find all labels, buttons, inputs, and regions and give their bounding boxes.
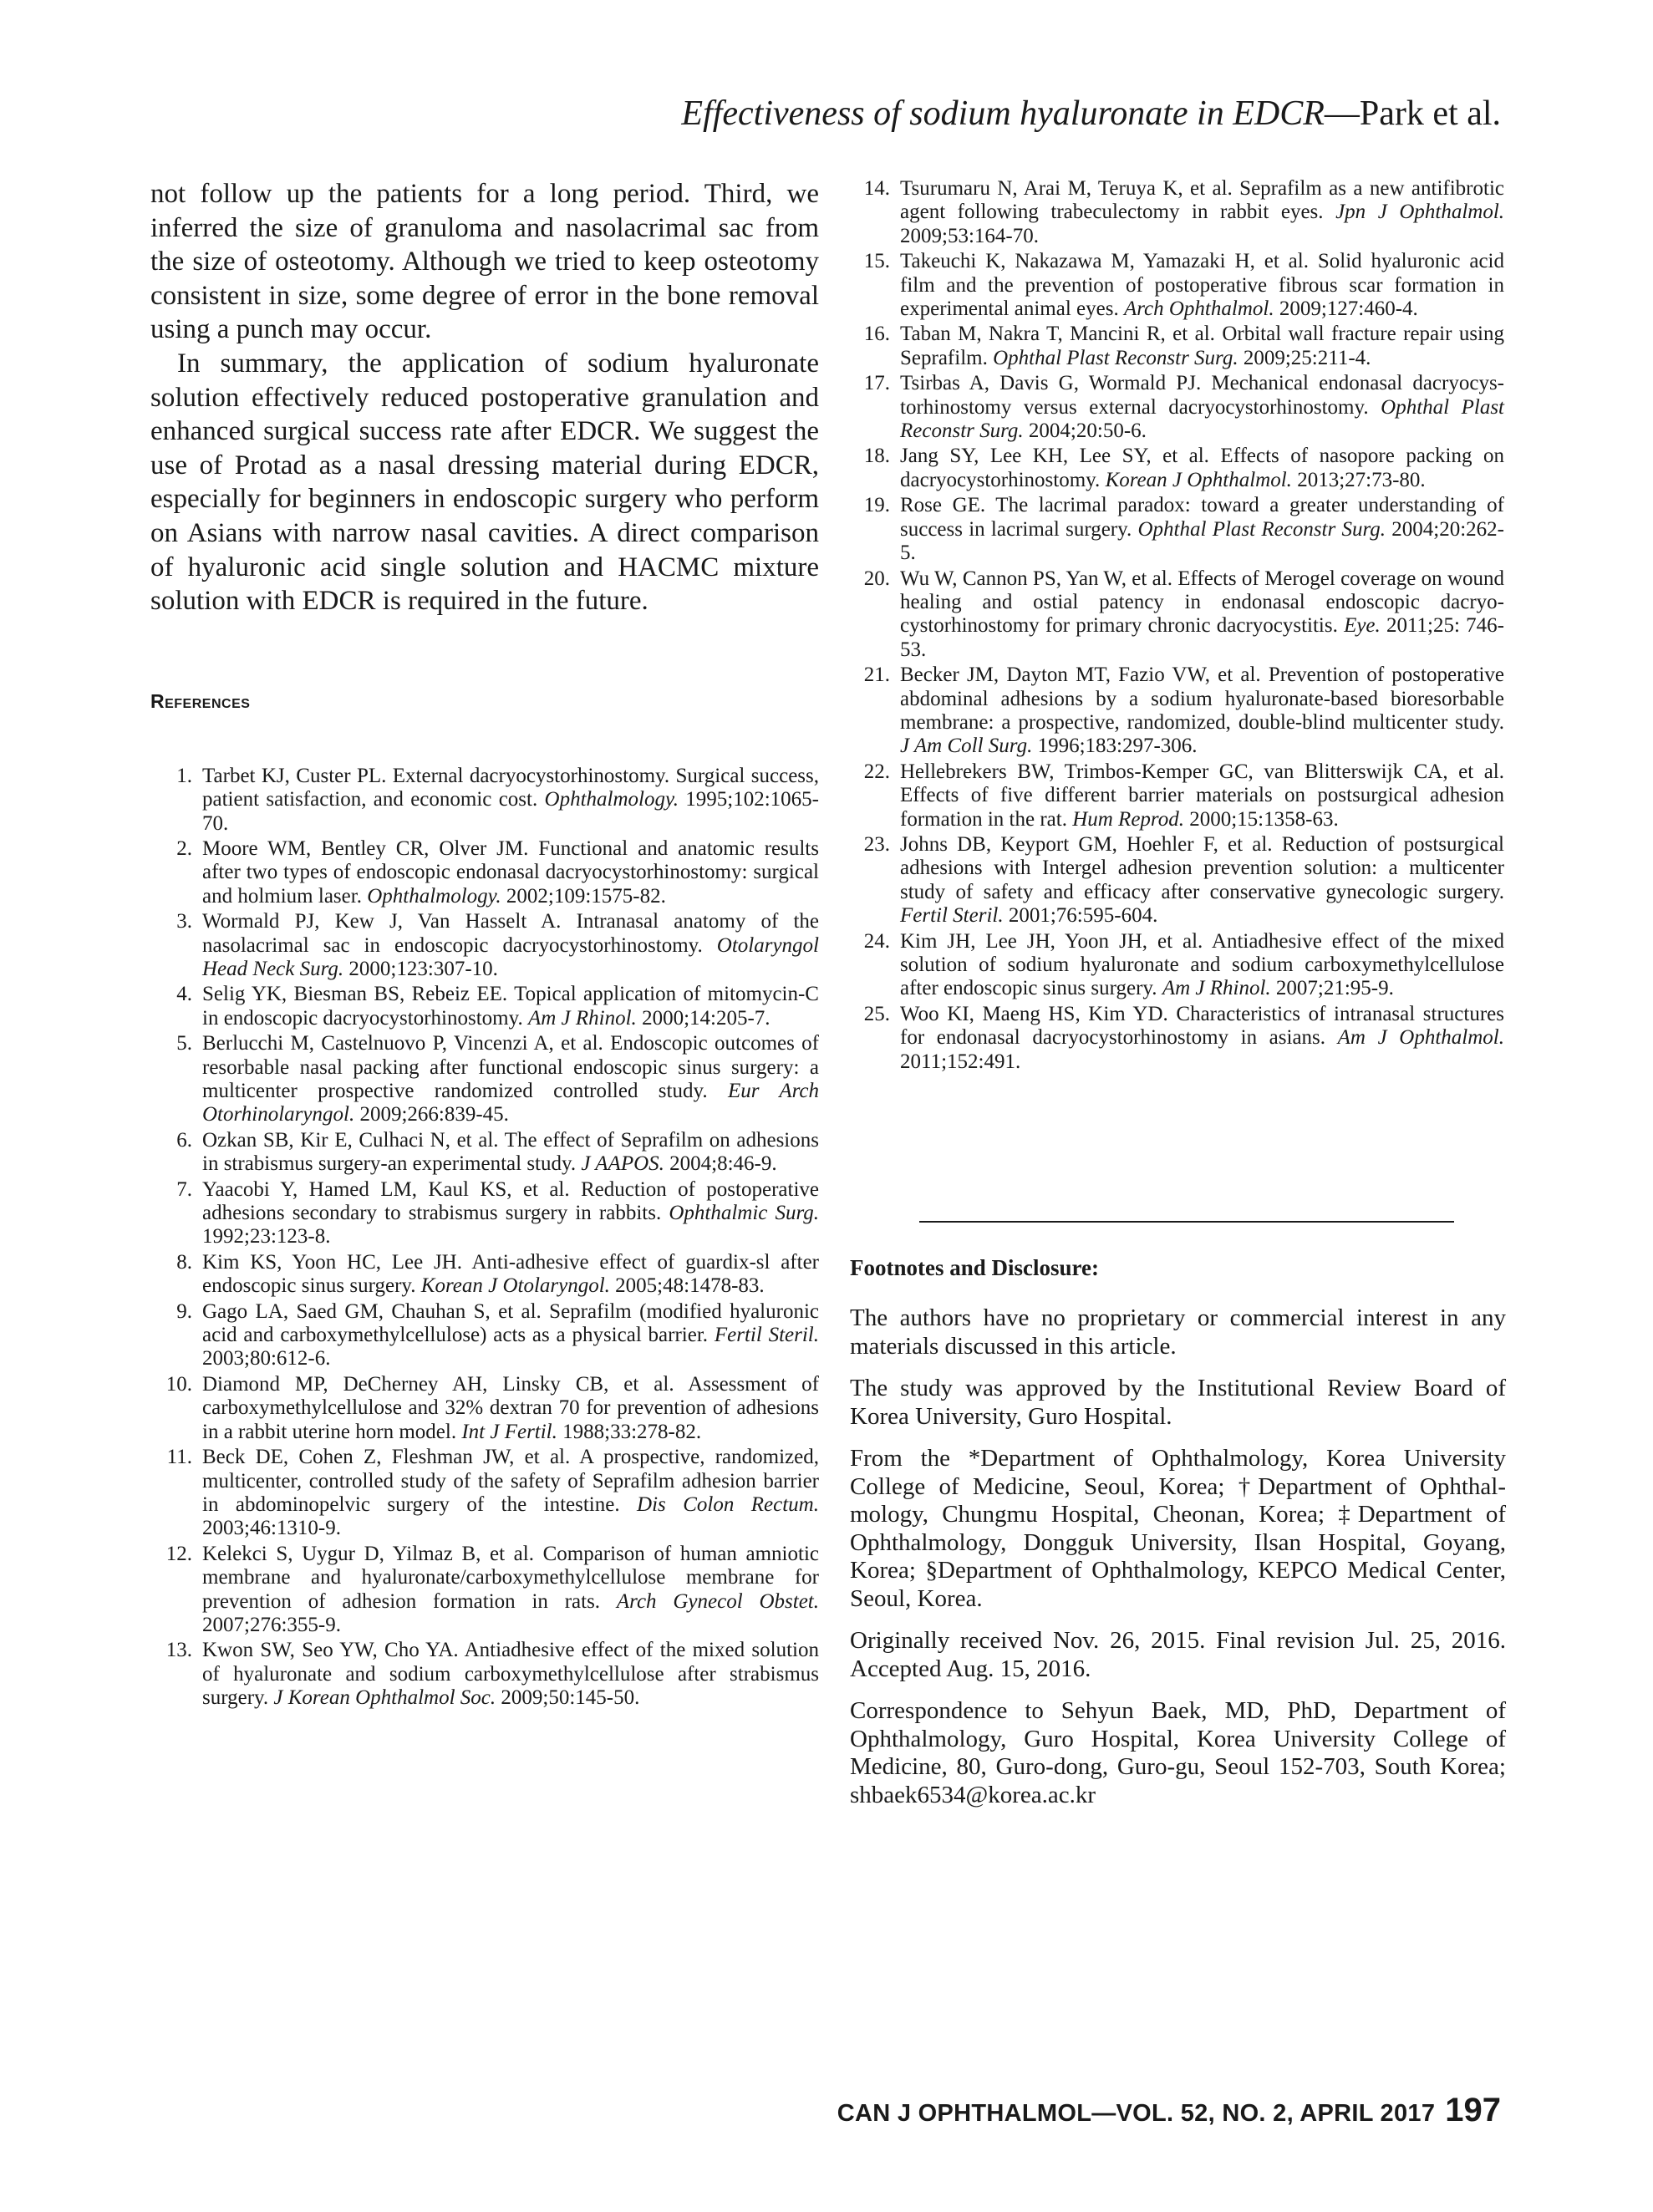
reference-authors-title: Takeuchi K, Nakazawa M, Yamazaki H, et al. Solid hyaluronic acid film and the prevention of postoperative fibrous scar formation in experimental animal eyes. [900, 250, 1504, 321]
reference-journal: J Korean Ophthalmol Soc. [273, 1686, 496, 1710]
footnotes-section [850, 1255, 1506, 1823]
reference-journal: Am J Rhinol. [1162, 977, 1271, 1000]
reference-journal: Arch Ophthalmol. [1123, 297, 1274, 321]
footnote-divider [919, 1221, 1454, 1223]
reference-item [150, 1178, 819, 1249]
reference-citation: 1988;33:278-82. [557, 1420, 702, 1443]
reference-number: 1. [176, 764, 192, 787]
reference-authors-title: Jang SY, Lee KH, Lee SY, et al. Effects of nasopore packing on dacryocystorhinostomy. [900, 445, 1504, 491]
reference-item [150, 1446, 819, 1541]
reference-authors-title: Johns DB, Keyport GM, Hoehler F, et al. Reduction of postsurgical adhesions with Intergel adhesion prevention solution: a multicenter study of safety and efficacy after conservative gynecologic surgery. [900, 832, 1504, 903]
reference-journal: Fertil Steril. [900, 904, 1004, 928]
reference-citation: 2007;21:95-9. [1270, 977, 1394, 1000]
left-column [150, 177, 819, 1712]
reference-item [848, 833, 1504, 928]
reference-text [900, 930, 1504, 1001]
reference-authors-title: Kim KS, Yoon HC, Lee JH. Anti-adhesive effect of guardix-sl after endoscopic sinus surgery. [202, 1250, 819, 1298]
reference-citation: 1995;102:1065-70. [202, 788, 820, 835]
reference-text [202, 1639, 819, 1710]
reference-journal: Ophthalmic Surg. [669, 1202, 820, 1225]
reference-authors-title: Hellebrekers BW, Trimbos-Kemper GC, van Blitterswijk CA, et al. Effects of five different barrier materials on postsurgical adhesion formation in the rat. [900, 760, 1504, 831]
reference-item [848, 760, 1504, 831]
reference-item [150, 837, 819, 908]
reference-number: 15. [863, 250, 890, 273]
reference-journal: Arch Gynecol Obstet. [616, 1589, 820, 1613]
reference-citation: 2000;15:1358-63. [1183, 807, 1339, 831]
reference-number: 8. [176, 1250, 192, 1274]
reference-journal: Ophthalmology. [544, 788, 679, 811]
reference-item [150, 1639, 819, 1710]
reference-item [150, 1373, 819, 1444]
reference-item [848, 494, 1504, 565]
reference-list [150, 765, 819, 1711]
footnote-paragraph: Originally received Nov. 26, 2015. Final revision Jul. 25, 2016. Accepted Aug. 15, 2016. [850, 1627, 1506, 1682]
reference-authors-title: Tarbet KJ, Custer PL. External dacryocystorhinostomy. Surgical success, patient satisfaction, and economic cost. [202, 764, 819, 811]
reference-number: 23. [863, 832, 890, 856]
reference-citation: 2000;14:205-7. [636, 1006, 771, 1030]
reference-authors-title: Tsurumaru N, Arai M, Teruya K, et al. Seprafilm as a new antifibrotic agent following trabeculectomy in rabbit eyes. [900, 177, 1504, 224]
reference-text [202, 1178, 819, 1249]
reference-number: 2. [176, 836, 192, 860]
reference-journal: Dis Colon Rectum. [637, 1492, 819, 1516]
reference-journal: J Am Coll Surg. [900, 735, 1033, 758]
reference-number: 12. [165, 1542, 192, 1565]
reference-citation: 2003;46:1310-9. [202, 1517, 341, 1540]
reference-authors-title: Kim JH, Lee JH, Yoon JH, et al. Antiadhesive effect of the mixed solution of sodium hyaluronate and sodium carboxymethylcellulose after endoscopic sinus surgery. [900, 929, 1504, 1000]
reference-citation: 2004;20:50-6. [1023, 420, 1147, 443]
reference-item [150, 1032, 819, 1127]
reference-item [150, 910, 819, 981]
reference-text [900, 250, 1504, 321]
reference-citation: 2007;276:355-9. [202, 1613, 341, 1636]
reference-item [150, 983, 819, 1030]
reference-item [150, 1129, 819, 1177]
reference-authors-title: Tsirbas A, Davis G, Wormald PJ. Mechanical endonasal dacryocystorhinostomy versus external dacryocystorhinostomy. [900, 372, 1504, 419]
running-title: Effectiveness of sodium hyaluronate in EDCR [681, 94, 1325, 133]
reference-number: 16. [863, 323, 890, 346]
reference-authors-title: Kwon SW, Seo YW, Cho YA. Antiadhesive effect of the mixed solution of hyaluronate and sodium carboxymethylcellulose after strabismus surgery. [202, 1639, 819, 1710]
running-head [681, 94, 1501, 134]
reference-journal: Fertil Steril. [714, 1324, 819, 1347]
reference-number: 7. [176, 1177, 192, 1201]
footnote-paragraph: The authors have no proprietary or commercial interest in any materials discussed in this article. [850, 1304, 1506, 1360]
reference-journal: Korean J Ophthalmol. [1105, 468, 1292, 491]
reference-citation: 1992;23:123-8. [202, 1225, 331, 1248]
reference-text [202, 1446, 819, 1541]
reference-authors-title: Beck DE, Cohen Z, Fleshman JW, et al. A prospective, randomized, multicenter, controlled study of the safety of Seprafilm adhesion barrier in abdominopelvic surgery of the intestine. [202, 1446, 819, 1516]
reference-authors-title: Ozkan SB, Kir E, Culhaci N, et al. The effect of Seprafilm on adhesions in strabismus surgery-an experimental study. [202, 1128, 819, 1176]
reference-item [150, 765, 819, 836]
reference-text [202, 910, 819, 981]
reference-authors-title: Wormald PJ, Kew J, Van Hasselt A. Intranasal anatomy of the nasolacrimal sac in endoscopic dacryocystorhinostomy. [202, 910, 819, 957]
reference-citation: 2004;20:262-5. [900, 517, 1505, 565]
reference-item [848, 445, 1504, 492]
reference-authors-title: Kelekci S, Uygur D, Yilmaz B, et al. Comparison of human amniotic membrane and hyaluronate/carboxymethylcellulose membrane for prevention of adhesion formation in rats. [202, 1542, 819, 1613]
reference-number: 9. [176, 1299, 192, 1323]
reference-authors-title: Woo KI, Maeng HS, Kim YD. Characteristics of intranasal structures for endonasal dacryocystorhinostomy in asians. [900, 1002, 1504, 1050]
reference-text [900, 494, 1504, 565]
reference-text [900, 760, 1504, 831]
reference-number: 14. [863, 177, 890, 200]
reference-journal: Ophthal Plast Reconstr Surg. [1137, 517, 1386, 541]
reference-citation: 2009;266:839-45. [354, 1103, 509, 1126]
reference-number: 19. [863, 494, 890, 517]
reference-journal: Jpn J Ophthalmol. [1335, 201, 1505, 224]
reference-number: 25. [863, 1002, 890, 1025]
reference-item [150, 1251, 819, 1299]
reference-text [202, 765, 819, 836]
reference-item [150, 1543, 819, 1638]
body-paragraph: not follow up the patients for a long period. Third, we inferred the size of granuloma and nasolacrimal sac from the size of osteotomy. Although we tried to keep osteotomy consistent in size, some degree of error in the bone removal using a punch may occur. [150, 179, 819, 345]
reference-citation: 1996;183:297-306. [1032, 735, 1198, 758]
reference-text [900, 445, 1504, 492]
reference-citation: 2009;53:164-70. [900, 224, 1039, 247]
reference-number: 21. [863, 664, 890, 687]
reference-number: 20. [863, 567, 890, 590]
reference-journal: Ophthal Plast Reconstr Surg. [993, 346, 1238, 369]
reference-journal: J AAPOS. [581, 1152, 664, 1176]
reference-text [900, 323, 1504, 370]
reference-item [150, 1300, 819, 1371]
reference-text [202, 837, 819, 908]
reference-citation: 2005;48:1478-83. [609, 1274, 765, 1298]
reference-text [202, 1251, 819, 1299]
reference-text [202, 1373, 819, 1444]
reference-citation: 2000;123:307-10. [343, 957, 498, 980]
reference-number: 22. [863, 760, 890, 783]
reference-citation: 2001;76:595-604. [1003, 904, 1158, 928]
footer-journal-citation: CAN J OPHTHALMOL—VOL. 52, NO. 2, APRIL 2017 [837, 2100, 1436, 2127]
reference-journal: Eur Arch Otorhinolaryngol. [202, 1080, 819, 1126]
reference-number: 18. [863, 445, 890, 468]
reference-journal: Otolaryngol Head Neck Surg. [202, 933, 819, 980]
page-footer [837, 2092, 1501, 2129]
reference-journal: Int J Fertil. [461, 1420, 557, 1443]
reference-authors-title: Becker JM, Dayton MT, Fazio VW, et al. Prevention of postoperative abdominal adhesions by a sodium hyaluronate-based bioresorbable membrane: a prospective, randomized, double-blind multicenter study. [900, 664, 1504, 734]
reference-text [900, 1003, 1504, 1074]
reference-text [900, 177, 1504, 248]
reference-journal: Hum Reprod. [1072, 807, 1184, 831]
reference-text [202, 1300, 819, 1371]
reference-citation: 2002;109:1575-82. [501, 884, 666, 908]
reference-item [848, 664, 1504, 759]
reference-text [202, 1543, 819, 1638]
reference-text [900, 664, 1504, 759]
reference-item [848, 1003, 1504, 1074]
reference-text [202, 1032, 819, 1127]
reference-authors-title: Rose GE. The lacrimal paradox: toward a greater understanding of success in lacrimal surgery. [900, 494, 1504, 541]
reference-number: 17. [863, 372, 890, 395]
reference-item [848, 177, 1504, 248]
reference-citation: 2011;25: 746-53. [900, 614, 1504, 661]
reference-citation: 2009;127:460-4. [1274, 297, 1418, 321]
reference-number: 4. [176, 983, 192, 1006]
reference-number: 13. [165, 1639, 192, 1662]
reference-journal: Ophthalmology. [367, 884, 501, 908]
reference-number: 10. [165, 1372, 192, 1396]
reference-journal: Am J Ophthalmol. [1337, 1026, 1504, 1050]
reference-authors-title: Wu W, Cannon PS, Yan W, et al. Effects of Merogel coverage on wound healing and ostial patency in endonasal endoscopic dacryocystorhinostomy for primary chronic dacryocystitis. [900, 567, 1504, 638]
reference-authors-title: Gago LA, Saed GM, Chauhan S, et al. Seprafilm (modified hyaluronic acid and carboxymethylcellulose) acts as a physical barrier. [202, 1299, 819, 1347]
reference-citation: 2009;50:145-50. [496, 1686, 640, 1710]
footnote-paragraph: The study was approved by the Institutional Review Board of Korea University, Guro Hospital. [850, 1375, 1506, 1430]
reference-authors-title: Taban M, Nakra T, Mancini R, et al. Orbital wall fracture repair using Seprafilm. [900, 323, 1504, 369]
reference-authors-title: Diamond MP, DeCherney AH, Linsky CB, et al. Assessment of carboxymethylcellulose and 32% dextran 70 for prevention of adhesions in a rabbit uterine horn model. [202, 1372, 819, 1443]
reference-journal: Ophthal Plast Reconstr Surg. [900, 395, 1505, 443]
reference-text [900, 833, 1504, 928]
reference-number: 24. [863, 929, 890, 953]
footnote-paragraph: From the *Department of Ophthalmology, Korea University College of Medicine, Seoul, Korea; †Department of Ophthalmology, Chungmu Hospital, Cheonan, Korea; ‡Department of Ophthalmology, Dongguk University, Ilsan Hospital, Goyang, Korea; §Department of Ophthalmology, KEPCO Medical Center, Seoul, Korea. [850, 1445, 1506, 1612]
reference-citation: 2003;80:612-6. [202, 1347, 331, 1370]
reference-list [848, 177, 1504, 1074]
references-heading: References [150, 689, 251, 712]
reference-citation: 2013;27:73-80. [1291, 468, 1426, 491]
reference-item [848, 323, 1504, 370]
reference-citation: 2009;25:211-4. [1238, 346, 1371, 369]
reference-citation: 2004;8:46-9. [664, 1152, 777, 1176]
reference-item [848, 930, 1504, 1001]
reference-text [202, 1129, 819, 1177]
reference-journal: Am J Rhinol. [527, 1006, 637, 1030]
right-column [848, 177, 1504, 1075]
reference-text [202, 983, 819, 1030]
reference-text [900, 567, 1504, 663]
reference-item [848, 250, 1504, 321]
reference-item [848, 567, 1504, 663]
reference-number: 11. [166, 1446, 192, 1469]
footnotes-title: Footnotes and Disclosure: [850, 1255, 1100, 1280]
reference-number: 3. [176, 910, 192, 933]
reference-number: 6. [176, 1128, 192, 1152]
reference-journal: Eye. [1344, 614, 1381, 638]
reference-authors-title: Yaacobi Y, Hamed LM, Kaul KS, et al. Reduction of postoperative adhesions secondary to strabismus surgery in rabbits. [202, 1177, 819, 1225]
reference-text [900, 372, 1504, 443]
reference-authors-title: Selig YK, Biesman BS, Rebeiz EE. Topical application of mitomycin-C in endoscopic dacryocystorhinostomy. [202, 983, 819, 1030]
footnote-paragraph: Correspondence to Sehyun Baek, MD, PhD, Department of Ophthalmology, Guro Hospital, Korea University College of Medicine, 80, Guro-dong, Guro-gu, Seoul 152-703, South Korea; shbaek6534@korea.ac.kr [850, 1697, 1506, 1808]
running-authors: —Park et al. [1324, 94, 1501, 133]
reference-authors-title: Moore WM, Bentley CR, Olver JM. Functional and anatomic results after two types of endoscopic endonasal dacryocystorhinostomy: surgical and holmium laser. [202, 836, 819, 908]
body-paragraph: In summary, the application of sodium hyaluronate solution effectively reduced postoperative granulation and enhanced surgical success rate after EDCR. We suggest the use of Protad as a nasal dressing material during EDCR, especially for beginners in endoscopic surgery who perform on Asians with narrow nasal cavities. A direct comparison of hyaluronic acid single solution and HACMC mixture solution with EDCR is required in the future. [150, 348, 819, 617]
reference-number: 5. [176, 1032, 192, 1055]
reference-authors-title: Berlucchi M, Castelnuovo P, Vincenzi A, et al. Endoscopic outcomes of resorbable nasal packing after functional endoscopic sinus surgery: a multicenter prospective randomized controlled study. [202, 1032, 819, 1102]
reference-item [848, 372, 1504, 443]
reference-citation: 2011;152:491. [900, 1050, 1021, 1073]
page-number: 197 [1445, 2092, 1501, 2128]
reference-journal: Korean J Otolaryngol. [420, 1274, 610, 1298]
